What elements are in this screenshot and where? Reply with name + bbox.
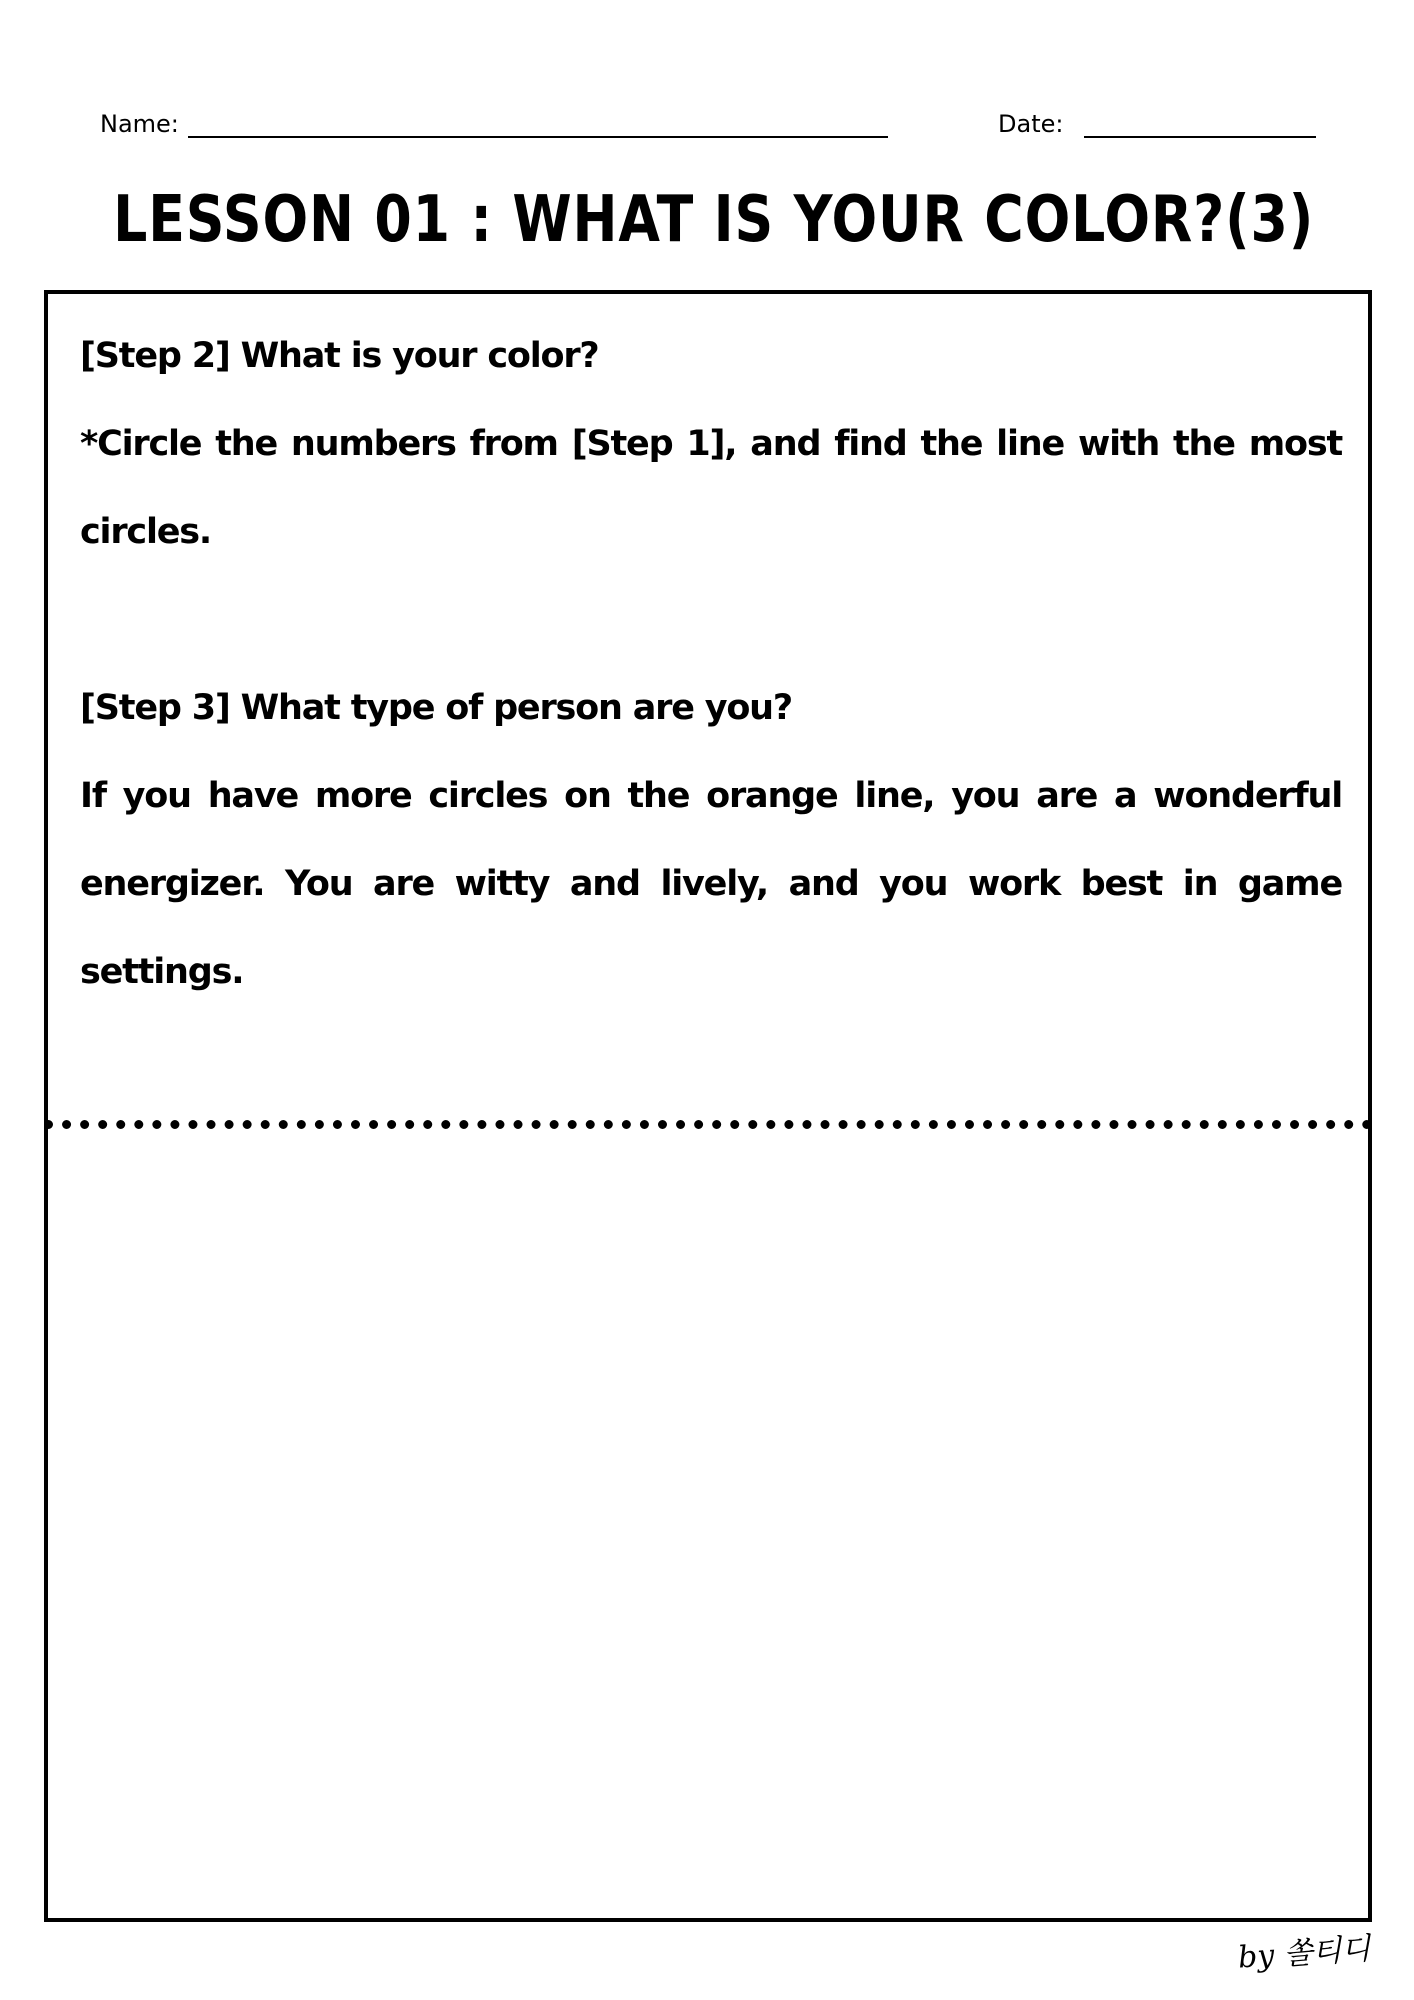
spacer (80, 576, 1342, 664)
author-signature: by 쏠티디 (1236, 1931, 1372, 1976)
date-label: Date: (998, 110, 1064, 138)
step2-heading: [Step 2] What is your color? (80, 336, 599, 376)
dotted-divider (44, 1120, 1372, 1129)
name-label: Name: (100, 110, 179, 138)
page-title: LESSON 01 : WHAT IS YOUR COLOR?(3) (113, 183, 1315, 257)
date-field-line[interactable] (1084, 136, 1316, 138)
name-field-line[interactable] (188, 136, 888, 138)
step3-text: If you have more circles on the orange line, you are a wonderful energizer. You are witty and lively, and you work best in game settings. (80, 776, 1342, 992)
instruction-text (80, 312, 1342, 1016)
step3-heading: [Step 3] What type of person are you? (80, 688, 792, 728)
content-box (44, 290, 1372, 1922)
header-fields (100, 104, 1320, 144)
step2-instruction: *Circle the numbers from [Step 1], and find the line with the most circles. (80, 424, 1342, 552)
